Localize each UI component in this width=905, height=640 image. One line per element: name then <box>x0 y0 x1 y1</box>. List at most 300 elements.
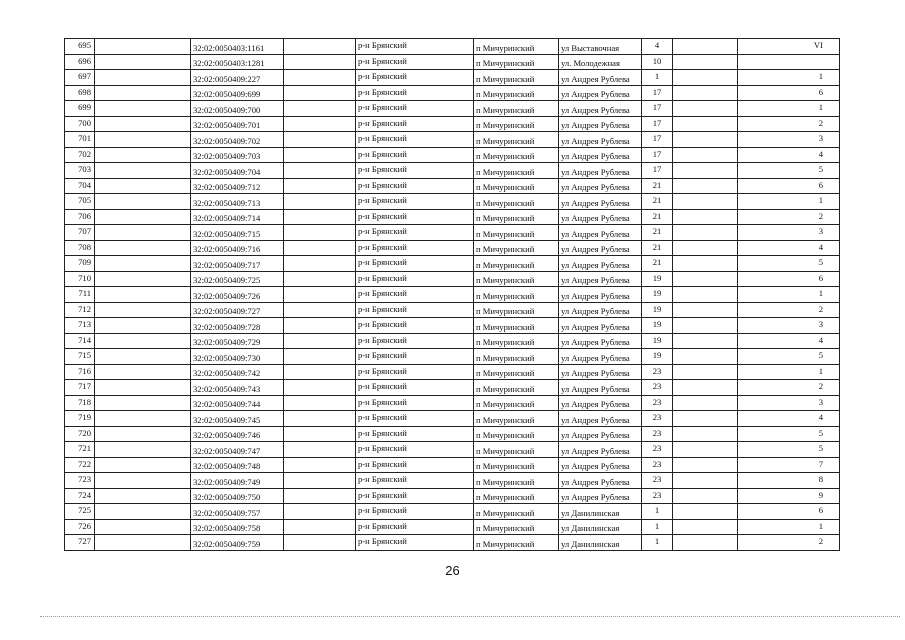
cadastral-number-cell: 32:02:0050409:759 <box>191 535 284 551</box>
house-number-cell: 19 <box>642 333 673 349</box>
district-cell: р-н Брянский <box>356 519 474 535</box>
street-cell: ул Андрея Рублева <box>559 488 642 504</box>
empty-cell <box>284 240 356 256</box>
empty-cell <box>95 457 191 473</box>
district-cell: р-н Брянский <box>356 116 474 132</box>
locality-cell: п Мичуринский <box>474 318 559 334</box>
empty-cell <box>284 209 356 225</box>
row-number-cell: 719 <box>65 411 95 427</box>
cadastral-number-cell: 32:02:0050409:729 <box>191 333 284 349</box>
cadastral-number-cell: 32:02:0050409:730 <box>191 349 284 365</box>
house-number-cell: 10 <box>642 54 673 70</box>
table-row <box>65 116 840 132</box>
house-number-cell: 21 <box>642 240 673 256</box>
district-cell: р-н Брянский <box>356 488 474 504</box>
district-cell: р-н Брянский <box>356 225 474 241</box>
empty-cell <box>284 395 356 411</box>
row-number-cell: 699 <box>65 101 95 117</box>
row-number-cell: 701 <box>65 132 95 148</box>
apartment-cell: 4 <box>738 240 840 256</box>
empty-cell <box>673 442 738 458</box>
apartment-cell: 3 <box>738 395 840 411</box>
empty-cell <box>95 287 191 303</box>
empty-cell <box>95 54 191 70</box>
table-row <box>65 349 840 365</box>
house-number-cell: 21 <box>642 225 673 241</box>
street-cell: ул Данилинская <box>559 519 642 535</box>
locality-cell: п Мичуринский <box>474 411 559 427</box>
cadastral-number-cell: 32:02:0050409:758 <box>191 519 284 535</box>
house-number-cell: 17 <box>642 147 673 163</box>
empty-cell <box>95 178 191 194</box>
house-number-cell: 23 <box>642 364 673 380</box>
street-cell: ул Андрея Рублева <box>559 457 642 473</box>
locality-cell: п Мичуринский <box>474 426 559 442</box>
locality-cell: п Мичуринский <box>474 178 559 194</box>
row-number-cell: 713 <box>65 318 95 334</box>
cadastral-number-cell: 32:02:0050409:727 <box>191 302 284 318</box>
empty-cell <box>284 132 356 148</box>
empty-cell <box>673 194 738 210</box>
empty-cell <box>673 364 738 380</box>
empty-cell <box>95 504 191 520</box>
row-number-cell: 708 <box>65 240 95 256</box>
district-cell: р-н Брянский <box>356 302 474 318</box>
empty-cell <box>95 395 191 411</box>
empty-cell <box>284 147 356 163</box>
cadastral-number-cell: 32:02:0050409:699 <box>191 85 284 101</box>
empty-cell <box>95 101 191 117</box>
empty-cell <box>284 194 356 210</box>
district-cell: р-н Брянский <box>356 364 474 380</box>
empty-cell <box>95 70 191 86</box>
table-row <box>65 473 840 489</box>
locality-cell: п Мичуринский <box>474 132 559 148</box>
empty-cell <box>95 333 191 349</box>
empty-cell <box>284 287 356 303</box>
table-row <box>65 101 840 117</box>
district-cell: р-н Брянский <box>356 318 474 334</box>
cadastral-number-cell: 32:02:0050409:745 <box>191 411 284 427</box>
row-number-cell: 720 <box>65 426 95 442</box>
cadastral-number-cell: 32:02:0050409:702 <box>191 132 284 148</box>
apartment-cell: 6 <box>738 271 840 287</box>
cadastral-number-cell: 32:02:0050409:725 <box>191 271 284 287</box>
empty-cell <box>673 395 738 411</box>
empty-cell <box>95 163 191 179</box>
locality-cell: п Мичуринский <box>474 163 559 179</box>
empty-cell <box>673 302 738 318</box>
apartment-cell: 1 <box>738 519 840 535</box>
house-number-cell: 1 <box>642 535 673 551</box>
table-row <box>65 163 840 179</box>
empty-cell <box>95 116 191 132</box>
table-row <box>65 302 840 318</box>
empty-cell <box>673 318 738 334</box>
street-cell: ул Андрея Рублева <box>559 132 642 148</box>
apartment-cell: 6 <box>738 85 840 101</box>
apartment-cell: 8 <box>738 473 840 489</box>
empty-cell <box>95 132 191 148</box>
locality-cell: п Мичуринский <box>474 535 559 551</box>
cadastral-number-cell: 32:02:0050409:726 <box>191 287 284 303</box>
house-number-cell: 23 <box>642 411 673 427</box>
row-number-cell: 704 <box>65 178 95 194</box>
apartment-cell: 5 <box>738 349 840 365</box>
house-number-cell: 21 <box>642 178 673 194</box>
locality-cell: п Мичуринский <box>474 488 559 504</box>
empty-cell <box>284 473 356 489</box>
street-cell: ул. Молодежная <box>559 54 642 70</box>
table-row <box>65 240 840 256</box>
house-number-cell: 19 <box>642 287 673 303</box>
row-number-cell: 711 <box>65 287 95 303</box>
locality-cell: п Мичуринский <box>474 519 559 535</box>
street-cell: ул Андрея Рублева <box>559 442 642 458</box>
empty-cell <box>95 426 191 442</box>
empty-cell <box>284 70 356 86</box>
locality-cell: п Мичуринский <box>474 442 559 458</box>
empty-cell <box>284 163 356 179</box>
locality-cell: п Мичуринский <box>474 240 559 256</box>
empty-cell <box>284 504 356 520</box>
district-cell: р-н Брянский <box>356 70 474 86</box>
row-number-cell: 698 <box>65 85 95 101</box>
locality-cell: п Мичуринский <box>474 225 559 241</box>
cadastral-number-cell: 32:02:0050409:700 <box>191 101 284 117</box>
district-cell: р-н Брянский <box>356 535 474 551</box>
district-cell: р-н Брянский <box>356 178 474 194</box>
street-cell: ул Андрея Рублева <box>559 147 642 163</box>
row-number-cell: 715 <box>65 349 95 365</box>
empty-cell <box>673 349 738 365</box>
cadastral-number-cell: 32:02:0050409:227 <box>191 70 284 86</box>
row-number-cell: 702 <box>65 147 95 163</box>
apartment-cell: 1 <box>738 287 840 303</box>
cadastral-number-cell: 32:02:0050409:747 <box>191 442 284 458</box>
empty-cell <box>284 442 356 458</box>
row-number-cell: 696 <box>65 54 95 70</box>
locality-cell: п Мичуринский <box>474 39 559 55</box>
empty-cell <box>284 318 356 334</box>
empty-cell <box>673 178 738 194</box>
street-cell: ул Андрея Рублева <box>559 178 642 194</box>
row-number-cell: 697 <box>65 70 95 86</box>
row-number-cell: 714 <box>65 333 95 349</box>
empty-cell <box>673 163 738 179</box>
district-cell: р-н Брянский <box>356 194 474 210</box>
table-row <box>65 519 840 535</box>
empty-cell <box>673 85 738 101</box>
empty-cell <box>673 271 738 287</box>
empty-cell <box>673 535 738 551</box>
cadastral-number-cell: 32:02:0050409:728 <box>191 318 284 334</box>
row-number-cell: 718 <box>65 395 95 411</box>
row-number-cell: 722 <box>65 457 95 473</box>
apartment-cell: 1 <box>738 364 840 380</box>
house-number-cell: 1 <box>642 519 673 535</box>
empty-cell <box>284 54 356 70</box>
house-number-cell: 1 <box>642 70 673 86</box>
cadastral-number-cell: 32:02:0050409:749 <box>191 473 284 489</box>
street-cell: ул Андрея Рублева <box>559 380 642 396</box>
cadastral-number-cell: 32:02:0050409:750 <box>191 488 284 504</box>
apartment-cell: VI <box>738 39 840 55</box>
district-cell: р-н Брянский <box>356 426 474 442</box>
house-number-cell: 23 <box>642 442 673 458</box>
row-number-cell: 710 <box>65 271 95 287</box>
empty-cell <box>284 39 356 55</box>
house-number-cell: 19 <box>642 302 673 318</box>
apartment-cell: 3 <box>738 132 840 148</box>
cadastral-number-cell: 32:02:0050409:742 <box>191 364 284 380</box>
district-cell: р-н Брянский <box>356 101 474 117</box>
house-number-cell: 23 <box>642 395 673 411</box>
row-number-cell: 717 <box>65 380 95 396</box>
apartment-cell: 4 <box>738 411 840 427</box>
district-cell: р-н Брянский <box>356 147 474 163</box>
empty-cell <box>673 287 738 303</box>
empty-cell <box>284 488 356 504</box>
house-number-cell: 23 <box>642 457 673 473</box>
empty-cell <box>95 256 191 272</box>
empty-cell <box>284 380 356 396</box>
empty-cell <box>673 101 738 117</box>
apartment-cell: 1 <box>738 101 840 117</box>
empty-cell <box>673 209 738 225</box>
table-row <box>65 39 840 55</box>
street-cell: ул Данилинская <box>559 535 642 551</box>
empty-cell <box>95 302 191 318</box>
house-number-cell: 21 <box>642 209 673 225</box>
row-number-cell: 721 <box>65 442 95 458</box>
cadastral-number-cell: 32:02:0050409:757 <box>191 504 284 520</box>
empty-cell <box>673 116 738 132</box>
row-number-cell: 723 <box>65 473 95 489</box>
locality-cell: п Мичуринский <box>474 302 559 318</box>
empty-cell <box>95 147 191 163</box>
district-cell: р-н Брянский <box>356 473 474 489</box>
apartment-cell: 1 <box>738 194 840 210</box>
empty-cell <box>673 39 738 55</box>
row-number-cell: 726 <box>65 519 95 535</box>
row-number-cell: 695 <box>65 39 95 55</box>
row-number-cell: 727 <box>65 535 95 551</box>
empty-cell <box>284 225 356 241</box>
table-row <box>65 488 840 504</box>
empty-cell <box>95 240 191 256</box>
table-row <box>65 85 840 101</box>
empty-cell <box>673 240 738 256</box>
empty-cell <box>673 457 738 473</box>
table-row <box>65 426 840 442</box>
empty-cell <box>95 209 191 225</box>
empty-cell <box>95 39 191 55</box>
apartment-cell: 2 <box>738 209 840 225</box>
apartment-cell: 2 <box>738 380 840 396</box>
street-cell: ул Андрея Рублева <box>559 240 642 256</box>
district-cell: р-н Брянский <box>356 132 474 148</box>
street-cell: ул Андрея Рублева <box>559 116 642 132</box>
empty-cell <box>284 256 356 272</box>
apartment-cell: 2 <box>738 302 840 318</box>
empty-cell <box>284 519 356 535</box>
table-row <box>65 457 840 473</box>
locality-cell: п Мичуринский <box>474 209 559 225</box>
district-cell: р-н Брянский <box>356 457 474 473</box>
empty-cell <box>284 457 356 473</box>
street-cell: ул Андрея Рублева <box>559 302 642 318</box>
locality-cell: п Мичуринский <box>474 457 559 473</box>
district-cell: р-н Брянский <box>356 240 474 256</box>
cadastral-number-cell: 32:02:0050409:713 <box>191 194 284 210</box>
empty-cell <box>284 271 356 287</box>
empty-cell <box>95 271 191 287</box>
house-number-cell: 21 <box>642 256 673 272</box>
table-row <box>65 395 840 411</box>
locality-cell: п Мичуринский <box>474 333 559 349</box>
district-cell: р-н Брянский <box>356 39 474 55</box>
locality-cell: п Мичуринский <box>474 85 559 101</box>
cadastral-number-cell: 32:02:0050403:1161 <box>191 39 284 55</box>
empty-cell <box>673 225 738 241</box>
district-cell: р-н Брянский <box>356 504 474 520</box>
cadastral-number-cell: 32:02:0050409:703 <box>191 147 284 163</box>
table-row <box>65 504 840 520</box>
empty-cell <box>95 519 191 535</box>
empty-cell <box>673 519 738 535</box>
property-register-table <box>64 38 840 551</box>
district-cell: р-н Брянский <box>356 256 474 272</box>
street-cell: ул Данилинская <box>559 504 642 520</box>
district-cell: р-н Брянский <box>356 349 474 365</box>
table-row <box>65 442 840 458</box>
house-number-cell: 19 <box>642 318 673 334</box>
empty-cell <box>673 411 738 427</box>
empty-cell <box>284 302 356 318</box>
table-row <box>65 333 840 349</box>
street-cell: ул Андрея Рублева <box>559 194 642 210</box>
house-number-cell: 23 <box>642 488 673 504</box>
apartment-cell: 6 <box>738 178 840 194</box>
empty-cell <box>95 364 191 380</box>
apartment-cell: 2 <box>738 116 840 132</box>
empty-cell <box>95 349 191 365</box>
house-number-cell: 23 <box>642 380 673 396</box>
table-body <box>65 39 840 551</box>
district-cell: р-н Брянский <box>356 54 474 70</box>
table-row <box>65 271 840 287</box>
table-row <box>65 535 840 551</box>
locality-cell: п Мичуринский <box>474 54 559 70</box>
row-number-cell: 725 <box>65 504 95 520</box>
empty-cell <box>673 488 738 504</box>
house-number-cell: 17 <box>642 163 673 179</box>
district-cell: р-н Брянский <box>356 287 474 303</box>
house-number-cell: 17 <box>642 116 673 132</box>
street-cell: ул Андрея Рублева <box>559 209 642 225</box>
cadastral-number-cell: 32:02:0050409:717 <box>191 256 284 272</box>
cadastral-number-cell: 32:02:0050409:712 <box>191 178 284 194</box>
empty-cell <box>673 54 738 70</box>
table-row <box>65 194 840 210</box>
table-row <box>65 380 840 396</box>
row-number-cell: 705 <box>65 194 95 210</box>
empty-cell <box>284 116 356 132</box>
district-cell: р-н Брянский <box>356 163 474 179</box>
district-cell: р-н Брянский <box>356 380 474 396</box>
cadastral-number-cell: 32:02:0050403:1281 <box>191 54 284 70</box>
house-number-cell: 4 <box>642 39 673 55</box>
cadastral-number-cell: 32:02:0050409:716 <box>191 240 284 256</box>
street-cell: ул Андрея Рублева <box>559 349 642 365</box>
empty-cell <box>673 147 738 163</box>
row-number-cell: 712 <box>65 302 95 318</box>
apartment-cell: 3 <box>738 225 840 241</box>
locality-cell: п Мичуринский <box>474 364 559 380</box>
empty-cell <box>95 442 191 458</box>
street-cell: ул Андрея Рублева <box>559 101 642 117</box>
locality-cell: п Мичуринский <box>474 70 559 86</box>
table-row <box>65 318 840 334</box>
table-row <box>65 70 840 86</box>
apartment-cell <box>738 54 840 70</box>
street-cell: ул Андрея Рублева <box>559 473 642 489</box>
house-number-cell: 17 <box>642 132 673 148</box>
street-cell: ул Андрея Рублева <box>559 163 642 179</box>
cadastral-number-cell: 32:02:0050409:743 <box>191 380 284 396</box>
page-number: 26 <box>445 563 460 578</box>
street-cell: ул Андрея Рублева <box>559 426 642 442</box>
apartment-cell: 4 <box>738 147 840 163</box>
empty-cell <box>673 70 738 86</box>
empty-cell <box>673 380 738 396</box>
empty-cell <box>95 411 191 427</box>
empty-cell <box>284 411 356 427</box>
locality-cell: п Мичуринский <box>474 395 559 411</box>
house-number-cell: 23 <box>642 473 673 489</box>
empty-cell <box>284 178 356 194</box>
locality-cell: п Мичуринский <box>474 287 559 303</box>
table-row <box>65 54 840 70</box>
cadastral-number-cell: 32:02:0050409:746 <box>191 426 284 442</box>
house-number-cell: 21 <box>642 194 673 210</box>
empty-cell <box>284 535 356 551</box>
street-cell: ул Андрея Рублева <box>559 333 642 349</box>
locality-cell: п Мичуринский <box>474 349 559 365</box>
empty-cell <box>95 225 191 241</box>
table-row <box>65 287 840 303</box>
apartment-cell: 1 <box>738 70 840 86</box>
empty-cell <box>95 85 191 101</box>
house-number-cell: 19 <box>642 271 673 287</box>
empty-cell <box>95 380 191 396</box>
district-cell: р-н Брянский <box>356 209 474 225</box>
house-number-cell: 1 <box>642 504 673 520</box>
street-cell: ул Андрея Рублева <box>559 395 642 411</box>
locality-cell: п Мичуринский <box>474 380 559 396</box>
locality-cell: п Мичуринский <box>474 116 559 132</box>
street-cell: ул Андрея Рублева <box>559 225 642 241</box>
apartment-cell: 5 <box>738 163 840 179</box>
table-row <box>65 147 840 163</box>
locality-cell: п Мичуринский <box>474 256 559 272</box>
street-cell: ул Андрея Рублева <box>559 318 642 334</box>
empty-cell <box>673 504 738 520</box>
apartment-cell: 5 <box>738 256 840 272</box>
empty-cell <box>95 194 191 210</box>
house-number-cell: 17 <box>642 101 673 117</box>
